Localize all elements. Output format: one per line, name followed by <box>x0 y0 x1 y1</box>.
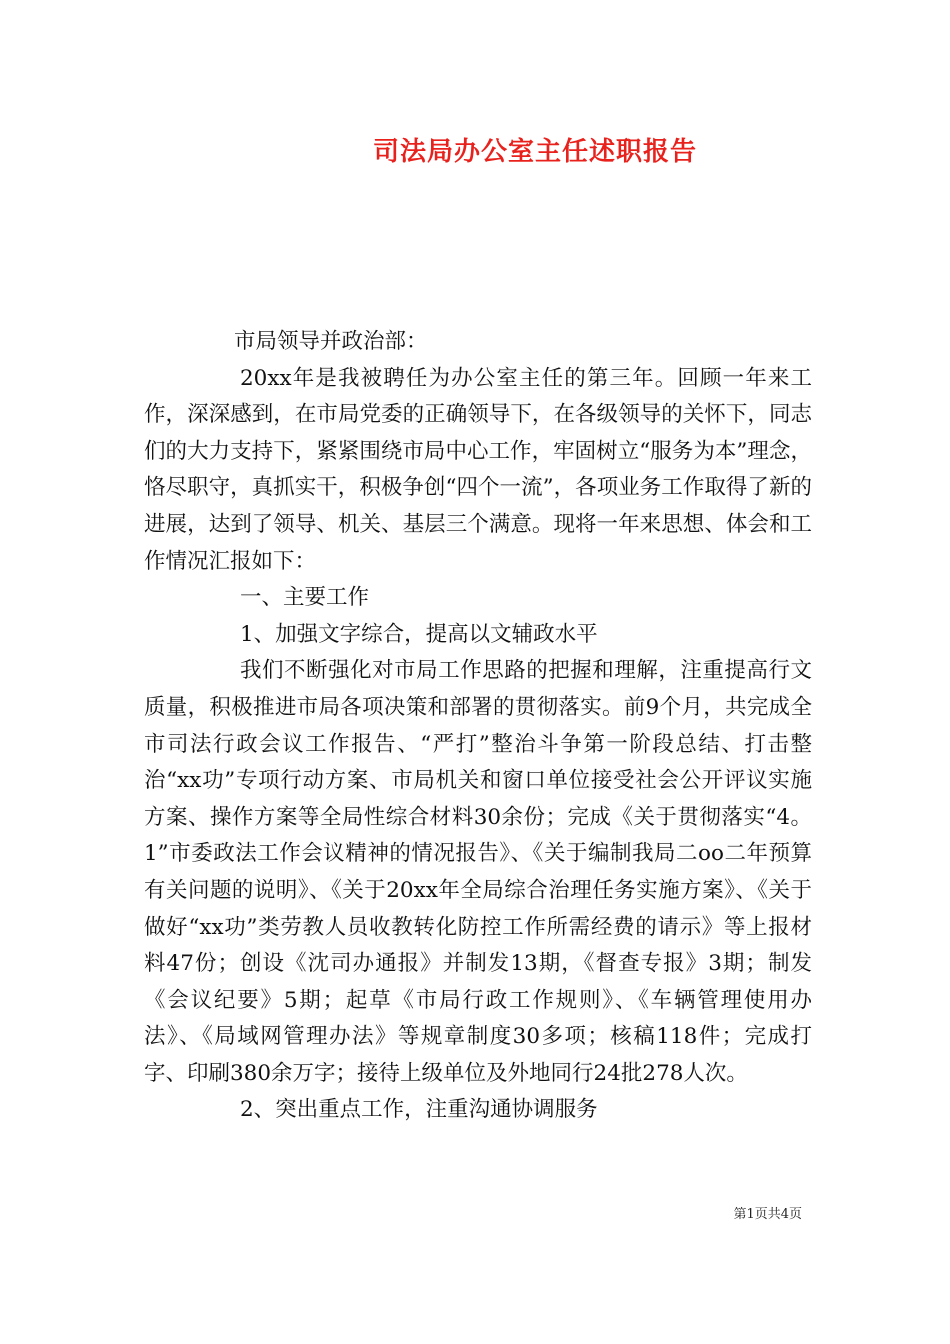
page-number: 第1页共4页 <box>733 1207 802 1222</box>
salutation: 市局领导并政治部： <box>234 329 428 354</box>
document-title: 司法局办公室主任述职报告 <box>372 137 697 167</box>
intro-paragraph: 20xx年是我被聘任为办公室主任的第三年。回顾一年来工作，深深感到，在市局党委的正确领导下，在各级领导的关怀下，同志们的大力支持下，紧紧围绕市局中心工作，牢固树立“服务为本”理念，恪尽职守，真抓实干，积极争创“四个一流”，各项业务工作取得了新的进展，达到了领导、机关、基层三个满意。现将一年来思想、体会和工作情况汇报如下： <box>144 365 812 574</box>
section-heading: 一、主要工作 <box>240 585 370 611</box>
document-body <box>144 324 812 1129</box>
subsection-1-heading: 1、加强文字综合，提高以文辅政水平 <box>240 621 598 647</box>
subsection-1-body: 我们不断强化对市局工作思路的把握和理解，注重提高行文质量，积极推进市局各项决策和部署的贯彻落实。前9个月，共完成全市司法行政会议工作报告、“严打”整治斗争第一阶段总结、打击整治“xx功”专项行动方案、市局机关和窗口单位接受社会公开评议实施方案、操作方案等全局性综合材料30余份；完成《关于贯彻落实“4。1”市委政法工作会议精神的情况报告》、《关于编制我局二oo二年预算有关问题的说明》、《关于20xx年全局综合治理任务实施方案》、《关于做好“xx功”类劳教人员收教转化防控工作所需经费的请示》等上报材料47份；创设《沈司办通报》并制发13期，《督查专报》3期；制发《会议纪要》5期；起草《市局行政工作规则》、《车辆管理使用办法》、《局域网管理办法》等规章制度30多项；核稿118件；完成打字、印刷380余万字；接待上级单位及外地同行24批278人次。 <box>144 658 812 1086</box>
subsection-2-heading: 2、突出重点工作，注重沟通协调服务 <box>240 1097 598 1123</box>
